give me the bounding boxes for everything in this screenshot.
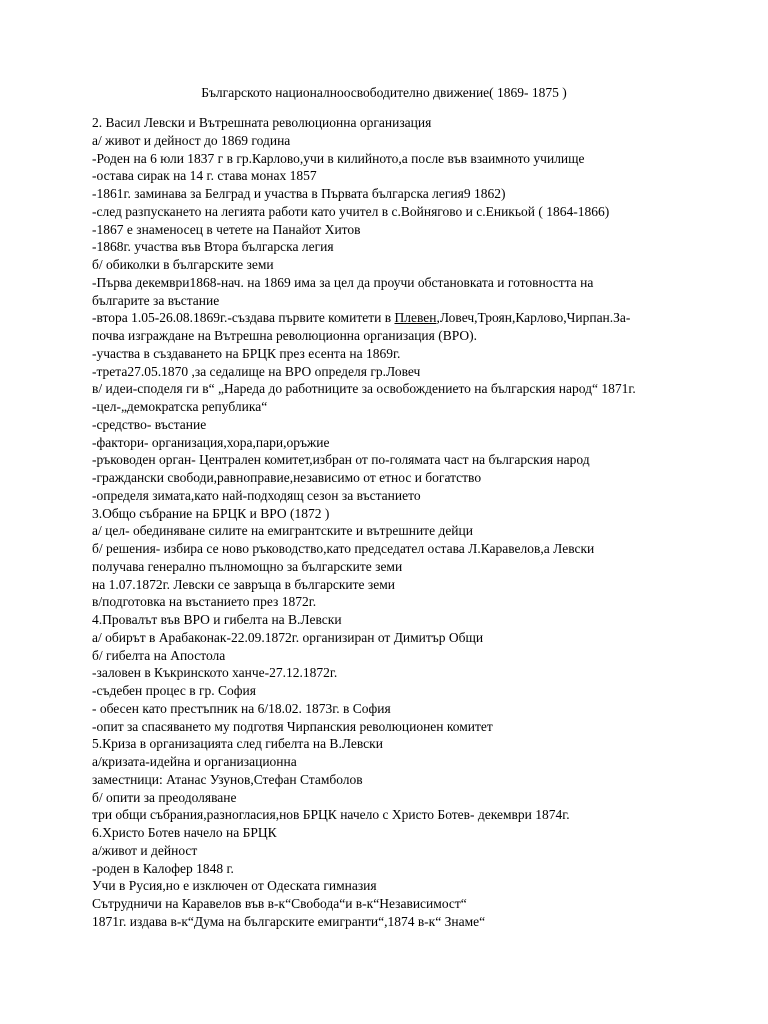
text-line: заместници: Атанас Узунов,Стефан Стамболов xyxy=(92,771,363,787)
text-line: -опит за спасяването му подготвя Чирпанския революционен комитет xyxy=(92,718,493,734)
text-line: почва изграждане на Вътрешна революционна организация (ВРО). xyxy=(92,328,478,343)
text-line: -съдебен процес в гр. София xyxy=(92,683,256,698)
text-line: Учи в Русия,но е изключен от Одеската гимназия xyxy=(92,878,377,894)
text-line: -остава сирак на 14 г. става монах 1857 xyxy=(92,168,317,184)
text-line: Сътрудничи на Каравелов във в-к“Свобода“и в-к“Независимост“ xyxy=(92,896,467,911)
text-line: 4.Провалът във ВРО и гибелта на В.Левски xyxy=(92,612,342,627)
text-line: а/кризата-идейна и организационна xyxy=(92,754,297,769)
text-line: -трета27.05.1870 ,за седалище на ВРО определя гр.Ловеч xyxy=(92,363,421,379)
text-line: -средство- въстание xyxy=(92,416,207,432)
text-line: -граждански свободи,равноправие,независимо от етнос и богатство xyxy=(92,470,482,485)
text-line: -1867 е знаменосец в четете на Панайот Хитов xyxy=(92,221,361,237)
text-line: -цел-„демократска република“ xyxy=(92,399,268,414)
text-line: а/ цел- обединяване силите на емигрантските и вътрешните дейци xyxy=(92,523,473,539)
text-line: в/ идеи-споделя ги в“ „Наредa до работниците за освобождението на българския народ“ 1871г. xyxy=(92,381,636,397)
text-line: -1868г. участва във Втора българска легия xyxy=(92,239,334,255)
text-line: б/ обиколки в българските земи xyxy=(92,257,274,272)
text-line: а/живот и дейност xyxy=(92,842,198,858)
text-line: -втора 1.05-26.08.1869г.-създава първите комитети в Плевен,Ловеч,Троян,Карлово,Чирпан.За- xyxy=(92,310,631,326)
text-line: -1861г. заминава за Белград и участва в Първата българска легия9 1862) xyxy=(92,186,506,201)
text-line: б/ гибелта на Апостола xyxy=(92,647,226,663)
text-line: б/ решения- избира се ново ръководство,като председател остава Л.Каравелов,а Левски xyxy=(92,541,595,556)
text-line: -заловен в Къкринското ханче-27.12.1872г. xyxy=(92,665,338,681)
text-line: получава генерално пълномощно за българските земи xyxy=(92,558,403,574)
text-line: -ръководен орган- Централен комитет,избран от по-голямата част на българския народ xyxy=(92,452,590,468)
document-title: Българското националноосвободително движение( 1869- 1875 ) xyxy=(201,85,567,100)
text-line: -роден в Калофер 1848 г. xyxy=(92,860,234,876)
text-line: б/ опити за преодоляване xyxy=(92,789,237,805)
text-line: в/подготовка на въстанието през 1872г. xyxy=(92,594,317,610)
text-line: -определя зимата,като най-подходящ сезон за въстанието xyxy=(92,487,421,503)
text-line: -Първа декември1868-нач. на 1869 има за цел да проучи обстановката и готовността на xyxy=(92,274,594,290)
text-line: три общи събрания,разногласия,нов БРЦК начело с Христо Ботев- декември 1874г. xyxy=(92,807,570,823)
text-line: на 1.07.1872г. Левски се завръща в българските земи xyxy=(92,576,395,592)
text-line: -фактори- организация,хора,пари,оръжие xyxy=(92,434,330,450)
text-line: - обесен като престъпник на 6/18.02. 1873г. в София xyxy=(92,700,391,716)
text-line: -Роден на 6 юли 1837 г в гр.Карлово,учи в килийното,а после във взаимното училище xyxy=(92,150,585,166)
document-body xyxy=(92,114,752,931)
text-line: 3.Общо събрание на БРЦК и ВРО (1872 ) xyxy=(92,505,330,521)
text-line: -участва в създаването на БРЦК през есента на 1869г. xyxy=(92,345,401,361)
text-line: българите за въстание xyxy=(92,292,220,308)
text-line: 2. Васил Левски и Вътрешната революционна организация xyxy=(92,115,432,130)
text-line: 5.Криза в организацията след гибелта на В.Левски xyxy=(92,736,383,752)
text-line: а/ обирът в Арабаконак-22.09.1872г. организиран от Димитър Общи xyxy=(92,629,484,645)
underlined-word: Плевен xyxy=(394,310,437,326)
text-line: 6.Христо Ботев начело на БРЦК xyxy=(92,825,277,840)
text-line: 1871г. издава в-к“Дума на българските емигранти“,1874 в-к“ Знаме“ xyxy=(92,913,486,929)
text-line: -след разпускането на легията работи като учител в с.Войнягово и с.Еникьой ( 1864-1866) xyxy=(92,203,610,219)
text-line: а/ живот и дейност до 1869 година xyxy=(92,132,291,148)
